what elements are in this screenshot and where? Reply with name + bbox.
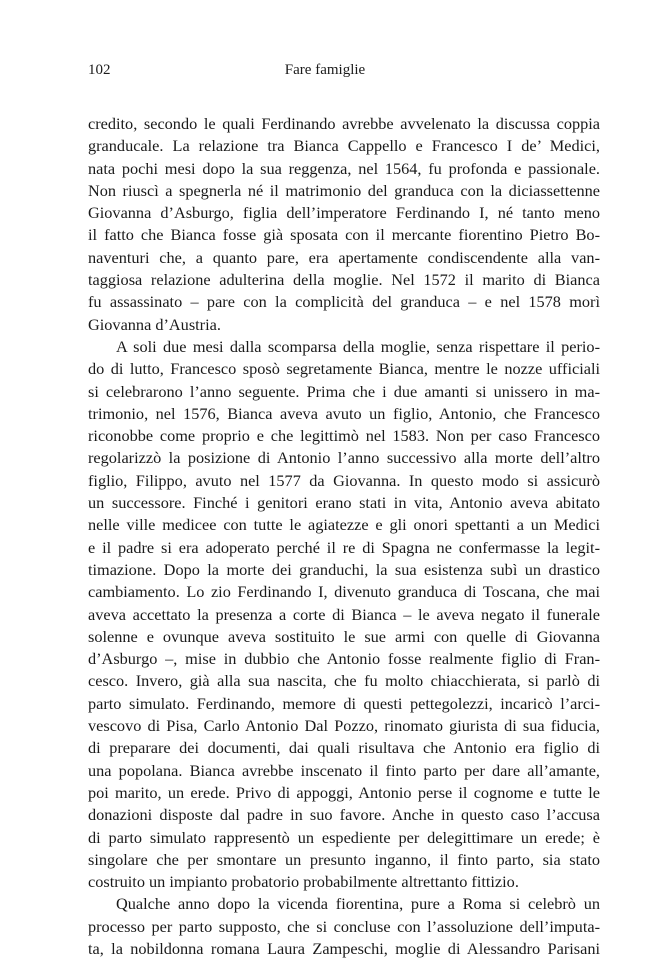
- page-number: 102: [88, 62, 111, 78]
- paragraph: [88, 893, 600, 960]
- text-line: poi marito, un erede. Privo di appoggi, Antonio perse il cognome e tutte le: [88, 782, 600, 802]
- text-line: Qualche anno dopo la vicenda fiorentina, pure a Roma si celebrò un: [116, 894, 600, 914]
- text-line: aveva accettato la presenza a corte di Bianca – le aveva negato il funerale: [88, 604, 600, 624]
- text-line: credito, secondo le quali Ferdinando avrebbe avvelenato la discussa coppia: [88, 114, 600, 133]
- text-line: nelle ville medicee con tutte le agiatezze e gli onori spettanti a un Medici: [88, 515, 600, 535]
- paragraph: [88, 336, 600, 893]
- text-line: timazione. Dopo la morte dei granduchi, la sua esistenza subì un drastico: [88, 559, 600, 579]
- text-line: riconobbe come proprio e che legittimò nel 1583. Non per caso Francesco: [88, 426, 600, 446]
- running-head: Fare famiglie: [284, 62, 366, 78]
- text-line: di parto simulato rappresentò un espediente per delegittimare un erede; è: [88, 827, 600, 847]
- text-line: un successore. Finché i genitori erano stati in vita, Antonio aveva abitato: [88, 493, 600, 513]
- text-line: parto simulato. Ferdinando, memore di questi pettegolezzi, incaricò l’arci-: [88, 693, 600, 713]
- text-line: A soli due mesi dalla scomparsa della moglie, senza rispettare il perio-: [116, 336, 600, 356]
- text-line: figlio, Filippo, avuto nel 1577 da Giovanna. In questo modo si assicurò: [88, 470, 600, 490]
- text-line: cesco. Invero, già alla sua nascita, che fu molto chiacchierata, si parlò di: [88, 671, 600, 691]
- paragraph: [88, 113, 600, 336]
- text-line: granducale. La relazione tra Bianca Cappello e Francesco I de’ Medici,: [88, 136, 600, 156]
- text-line: di preparare dei documenti, dai quali risultava che Antonio era figlio di: [88, 738, 600, 758]
- text-line: processo per parto supposto, che si concluse con l’assoluzione dell’imputa-: [88, 916, 600, 936]
- text-line: il fatto che Bianca fosse già sposata con il mercante fiorentino Pietro Bo-: [88, 225, 600, 245]
- text-line: fu assassinato – pare con la complicità del granduca – e nel 1578 morì: [88, 292, 600, 312]
- text-line: ta, la nobildonna romana Laura Zampeschi, moglie di Alessandro Parisani: [88, 938, 600, 958]
- text-line: singolare che per smontare un presunto inganno, il finto parto, sia stato: [88, 849, 600, 869]
- text-line: nata pochi mesi dopo la sua reggenza, nel 1564, fu profonda e passionale.: [88, 158, 600, 178]
- text-line: solenne e ovunque aveva sostituito le sue armi con quelle di Giovanna: [88, 626, 600, 646]
- text-line: costruito un impianto probatorio probabilmente altrettanto fittizio.: [88, 872, 519, 892]
- text-line: Giovanna d’Asburgo, figlia dell’imperatore Ferdinando I, né tanto meno: [88, 203, 600, 223]
- text-line: do di lutto, Francesco sposò segretamente Bianca, mentre le nozze ufficiali: [88, 359, 600, 379]
- text-line: vescovo di Pisa, Carlo Antonio Dal Pozzo, rinomato giurista di sua fiducia,: [88, 716, 600, 736]
- text-line: donazioni disposte dal padre in suo favore. Anche in questo caso l’accusa: [88, 805, 600, 825]
- text-line: una popolana. Bianca avrebbe inscenato il finto parto per dare all’amante,: [88, 760, 600, 780]
- text-line: d’Asburgo –, mise in dubbio che Antonio fosse realmente figlio di Fran-: [88, 649, 600, 669]
- text-line: taggiosa relazione adulterina della moglie. Nel 1572 il marito di Bianca: [88, 270, 600, 290]
- text-line: si celebrarono l’anno seguente. Prima che i due amanti si unissero in ma-: [88, 381, 600, 401]
- text-line: naventuri che, a quanto pare, era apertamente condiscendente alla van-: [88, 247, 600, 267]
- text-line: Giovanna d’Austria.: [88, 314, 221, 334]
- body-text: [88, 113, 600, 960]
- text-line: e il padre si era adoperato perché il re di Spagna ne confermasse la legit-: [88, 537, 600, 557]
- text-line: regolarizzò la posizione di Antonio l’anno successivo alla morte dell’altro: [88, 448, 600, 468]
- text-line: Non riuscì a spegnerla né il matrimonio del granduca con la diciassettenne: [88, 180, 600, 200]
- text-line: cambiamento. Lo zio Ferdinando I, divenuto granduca di Toscana, che mai: [88, 582, 600, 602]
- text-line: trimonio, nel 1576, Bianca aveva avuto un figlio, Antonio, che Francesco: [88, 403, 600, 423]
